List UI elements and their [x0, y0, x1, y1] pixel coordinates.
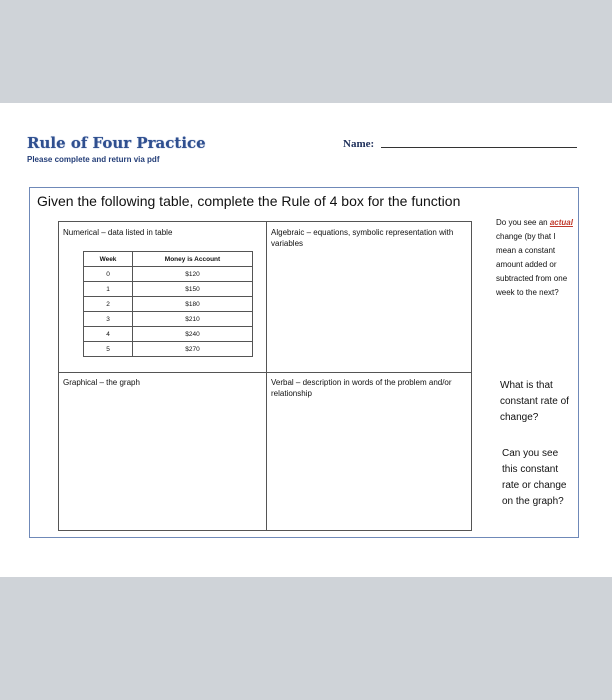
week-cell: 2	[84, 297, 133, 312]
column-header-week: Week	[84, 252, 133, 267]
grid-divider-vertical	[266, 222, 267, 530]
side-question-1-end: change (by that I mean a constant amount added or subtracted from one week to the next?	[496, 232, 568, 297]
week-cell: 5	[84, 342, 133, 357]
money-cell: $150	[133, 282, 253, 297]
table-row	[84, 267, 253, 282]
grid-divider-horizontal	[59, 372, 471, 373]
week-cell: 4	[84, 327, 133, 342]
name-blank-line	[381, 147, 577, 148]
section-heading: Given the following table, complete the Rule of 4 box for the function	[37, 193, 461, 209]
table-row	[84, 282, 253, 297]
page-subtitle: Please complete and return via pdf	[27, 155, 160, 164]
money-cell: $210	[133, 312, 253, 327]
side-question-graph: Can you see this constant rate or change on the graph?	[502, 448, 567, 507]
rule-of-four-section	[29, 187, 579, 538]
side-question-rate: What is that constant rate of change?	[500, 380, 569, 423]
week-cell: 3	[84, 312, 133, 327]
name-label: Name:	[343, 138, 375, 150]
graphical-box-label: Graphical – the graph	[63, 378, 140, 387]
side-question-1-emphasis: actual	[549, 218, 573, 227]
money-cell: $270	[133, 342, 253, 357]
table-row	[84, 297, 253, 312]
week-cell: 1	[84, 282, 133, 297]
table-header-row	[84, 252, 253, 267]
rule-of-four-grid	[58, 221, 472, 531]
money-cell: $180	[133, 297, 253, 312]
worksheet-page	[0, 103, 612, 577]
page-title: Rule of Four Practice	[27, 134, 206, 152]
table-row	[84, 312, 253, 327]
algebraic-box-label: Algebraic – equations, symbolic representation with variables	[271, 228, 454, 248]
column-header-money: Money is Account	[133, 252, 253, 267]
table-row	[84, 327, 253, 342]
week-cell: 0	[84, 267, 133, 282]
table-row	[84, 342, 253, 357]
numerical-box-label: Numerical – data listed in table	[63, 228, 173, 237]
money-cell: $120	[133, 267, 253, 282]
verbal-box-label: Verbal – description in words of the problem and/or relationship	[271, 378, 452, 398]
side-question-actual-change	[496, 216, 576, 300]
money-cell: $240	[133, 327, 253, 342]
week-money-table	[83, 251, 253, 357]
side-question-1-start: Do you see an	[496, 218, 548, 227]
